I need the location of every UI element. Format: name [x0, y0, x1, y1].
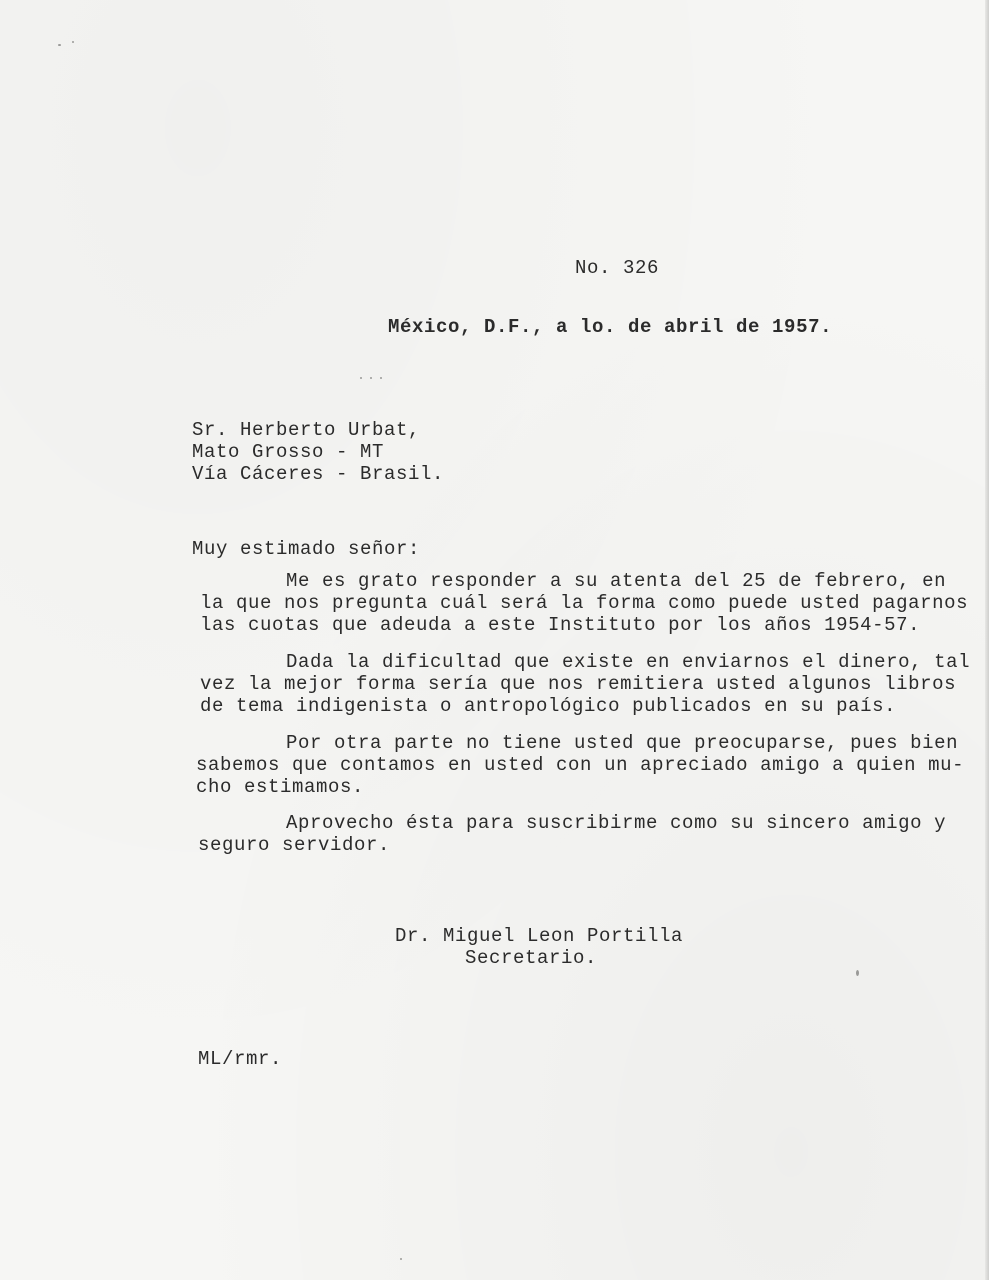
body-line: sabemos que contamos en usted con un apreciado amigo a quien mu-	[196, 754, 965, 776]
recipient-address-line: Mato Grosso - MT	[192, 441, 385, 463]
body-line: la que nos pregunta cuál será la forma como puede usted pagarnos	[200, 592, 969, 614]
body-line: Por otra parte no tiene usted que preocuparse, pues bien	[286, 732, 959, 754]
body-line: vez la mejor forma sería que nos remitiera usted algunos libros	[200, 673, 957, 695]
recipient-address-line: Vía Cáceres - Brasil.	[192, 463, 445, 485]
paper-speck	[58, 44, 61, 46]
paper-speck	[380, 377, 382, 379]
body-line: seguro servidor.	[198, 834, 391, 856]
page-edge-shadow	[985, 0, 989, 1280]
date-line: México, D.F., a lo. de abril de 1957.	[388, 316, 833, 338]
reference-number: No. 326	[575, 257, 660, 279]
paper-speck	[370, 377, 372, 379]
paper-speck	[72, 41, 74, 43]
salutation: Muy estimado señor:	[192, 538, 421, 560]
body-line: Dada la dificultad que existe en enviarnos el dinero, tal	[286, 651, 971, 673]
signature-name: Dr. Miguel Leon Portilla	[395, 925, 684, 947]
paper-speck	[360, 377, 362, 379]
paper-speck	[400, 1258, 402, 1260]
paper-speck	[856, 970, 859, 976]
body-line: las cuotas que adeuda a este Instituto por los años 1954-57.	[200, 614, 921, 636]
recipient-name: Sr. Herberto Urbat,	[192, 419, 421, 441]
body-line: Aprovecho ésta para suscribirme como su sincero amigo y	[286, 812, 947, 834]
body-line: cho estimamos.	[196, 776, 365, 798]
body-line: Me es grato responder a su atenta del 25 de febrero, en	[286, 570, 947, 592]
signature-title: Secretario.	[465, 947, 598, 969]
body-line: de tema indigenista o antropológico publicados en su país.	[200, 695, 897, 717]
typist-initials: ML/rmr.	[198, 1048, 283, 1070]
